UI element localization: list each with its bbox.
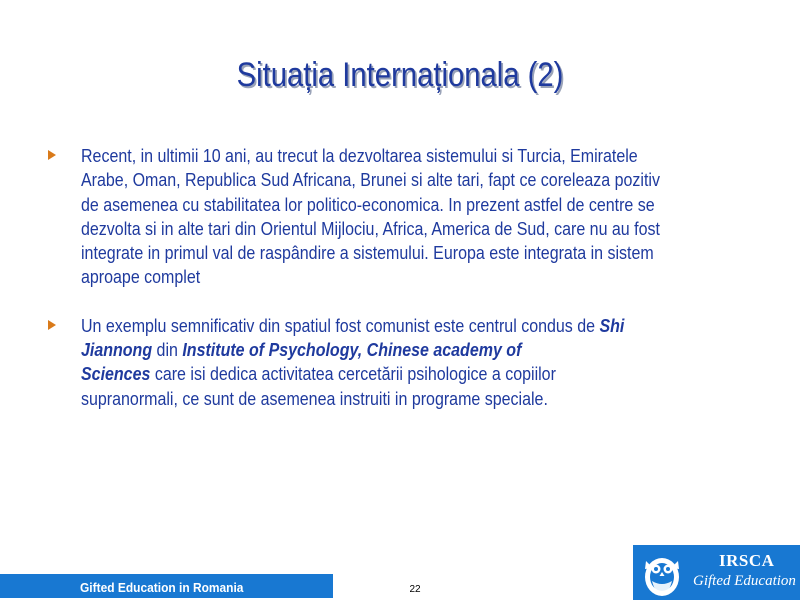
bullet-emphasis: Shi Jiannong [81, 314, 625, 361]
logo-brand: IRSCA [719, 551, 775, 570]
logo-tagline: Gifted Education [693, 573, 796, 589]
bullet-segment: care isi dedica activitatea cercetării psihologice a copiilor supranormali, ce sunt de asemenea instruiti in programe speciale. [81, 363, 556, 409]
page-number: 22 [409, 584, 421, 595]
bullet-item [40, 314, 760, 411]
bullet-segment: Recent, in ultimii 10 ani, au trecut la dezvoltarea sistemului si Turcia, Emiratele Arabe, Oman, Republica Sud Africana, Brunei si alte tari, fapt ce coreleaza pozitiv de asemenea cu stabilitatea lor politico-economica. In prezent astfel de centre se dezvolta si in alte tari din Orientul Mijlociu, Africa, America de Sud, care nu au fost integrate in primul val de raspândire a sistemului. Europa este integrata in sistem aproape complet [81, 145, 660, 288]
bullet-marker-icon [48, 150, 56, 160]
bullet-list [40, 144, 760, 435]
bullet-emphasis: Institute of Psychology, Chinese academy of Sciences [81, 339, 522, 385]
bullet-marker-icon [48, 320, 56, 330]
bullet-item [40, 144, 760, 290]
bullet-text [81, 144, 742, 290]
bullet-segment: Un exemplu semnificativ din spatiul fost comunist este centrul condus de [81, 314, 600, 336]
bullet-text [81, 314, 742, 411]
footer-label: Gifted Education in Romania [80, 580, 244, 595]
bullet-segment: din [152, 339, 183, 361]
owl-icon [636, 547, 688, 599]
slide-title: Situația Internaționala (2) [236, 56, 564, 94]
